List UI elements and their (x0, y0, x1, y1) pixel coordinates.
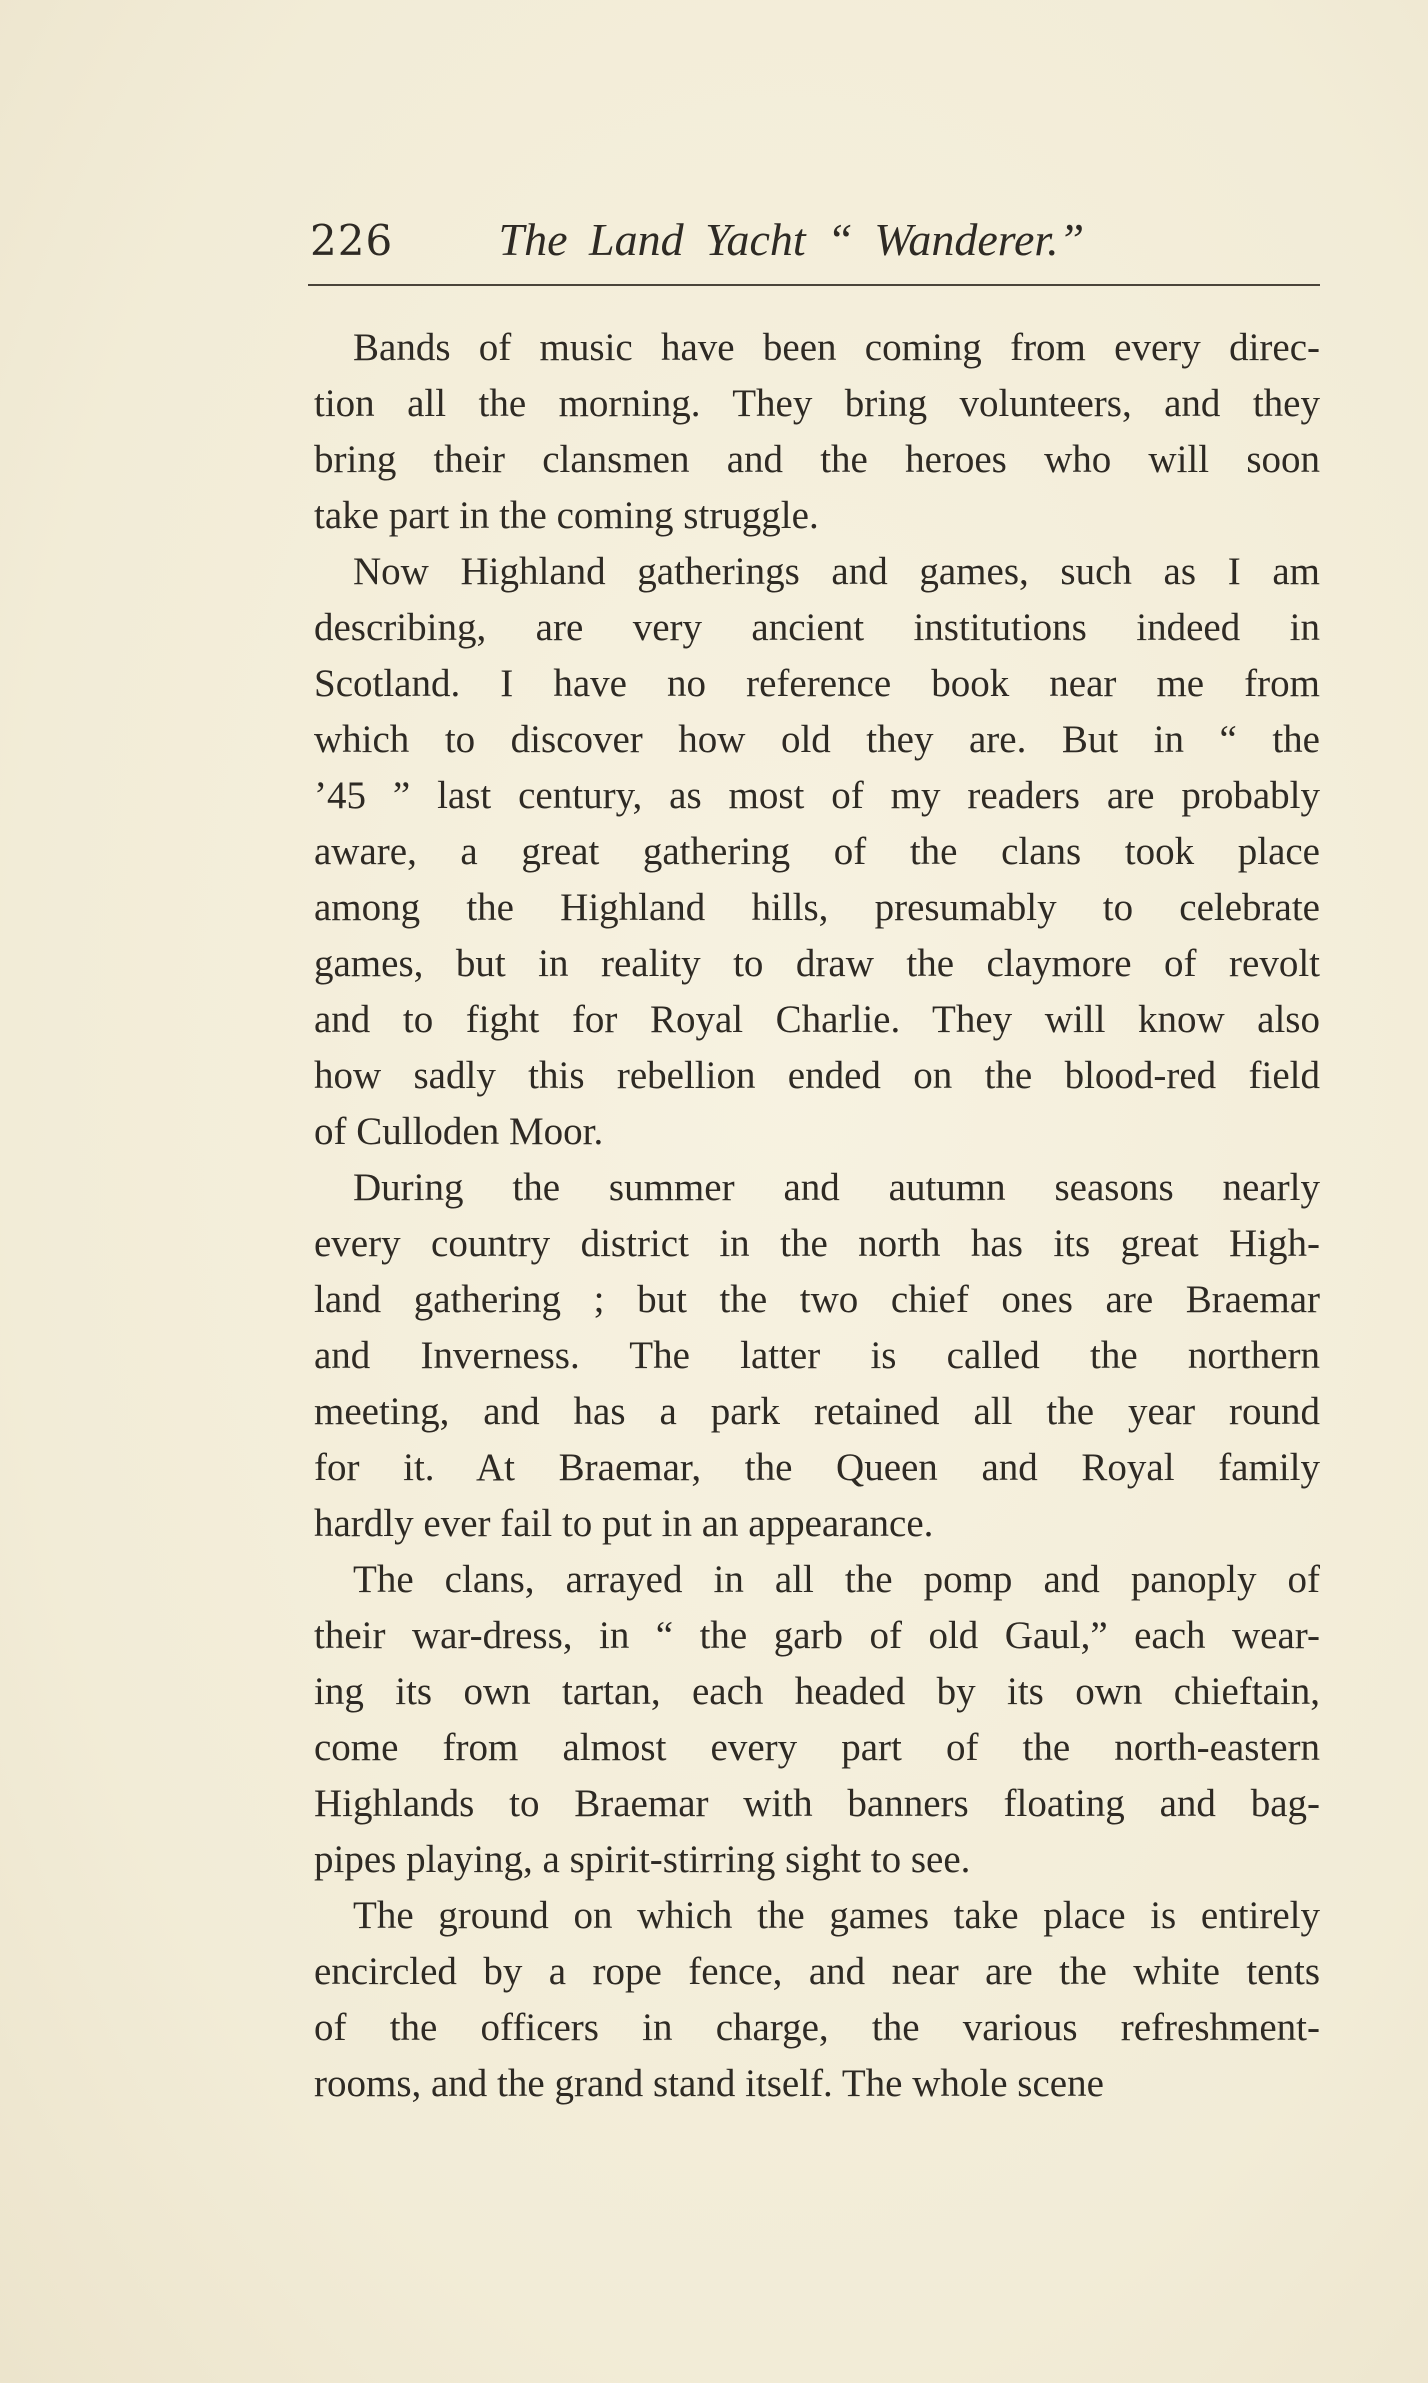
text-line: take part in the coming struggle. (314, 494, 819, 537)
text-line: come from almost every part of the north-eastern (314, 1726, 1320, 1769)
text-line: and Inverness. The latter is called the northern (314, 1334, 1320, 1377)
page-header (310, 210, 1320, 270)
text-line: which to discover how old they are. But in “ the (314, 718, 1320, 761)
paragraph (314, 1160, 1320, 1552)
text-line: pipes playing, a spirit-stirring sight to see. (314, 1838, 971, 1881)
text-line: for it. At Braemar, the Queen and Royal family (314, 1446, 1320, 1489)
text-line: encircled by a rope fence, and near are the white tents (314, 1950, 1320, 1993)
text-line: and to fight for Royal Charlie. They will know also (314, 998, 1320, 1041)
text-line: land gathering ; but the two chief ones are Braemar (314, 1278, 1320, 1321)
paragraph (314, 1552, 1320, 1888)
text-line: rooms, and the grand stand itself. The whole scene (314, 2062, 1104, 2105)
text-line: Scotland. I have no reference book near me from (314, 662, 1320, 705)
page-number: 226 (310, 216, 394, 265)
text-line: games, but in reality to draw the claymore of revolt (314, 942, 1320, 985)
text-line: ing its own tartan, each headed by its own chieftain, (314, 1670, 1320, 1713)
text-line: aware, a great gathering of the clans took place (314, 830, 1320, 873)
running-title: The Land Yacht “ Wanderer.” (498, 214, 1085, 265)
text-line: how sadly this rebellion ended on the blood-red field (314, 1054, 1320, 1097)
text-line: During the summer and autumn seasons nearly (314, 1166, 1320, 1209)
text-line: every country district in the north has its great High- (314, 1222, 1320, 1265)
text-line: of Culloden Moor. (314, 1110, 604, 1153)
body-text (314, 320, 1320, 2112)
header-rule (308, 284, 1320, 286)
text-line: of the officers in charge, the various refreshment- (314, 2006, 1320, 2049)
paragraph (314, 1888, 1320, 2112)
text-line: ’45 ” last century, as most of my readers are probably (314, 774, 1320, 817)
text-line: among the Highland hills, presumably to celebrate (314, 886, 1320, 929)
text-line: The ground on which the games take place is entirely (314, 1894, 1320, 1937)
text-line: Highlands to Braemar with banners floating and bag- (314, 1782, 1320, 1825)
text-line: meeting, and has a park retained all the year round (314, 1390, 1320, 1433)
paragraph (314, 320, 1320, 544)
text-line: Bands of music have been coming from every direc- (314, 326, 1320, 369)
paragraph (314, 544, 1320, 1160)
text-line: describing, are very ancient institutions indeed in (314, 606, 1320, 649)
text-line: hardly ever fail to put in an appearance. (314, 1502, 934, 1545)
text-line: bring their clansmen and the heroes who will soon (314, 438, 1320, 481)
text-line: their war-dress, in “ the garb of old Gaul,” each wear- (314, 1614, 1320, 1657)
text-line: The clans, arrayed in all the pomp and panoply of (314, 1558, 1320, 1601)
text-line: Now Highland gatherings and games, such as I am (314, 550, 1320, 593)
text-line: tion all the morning. They bring volunteers, and they (314, 382, 1320, 425)
